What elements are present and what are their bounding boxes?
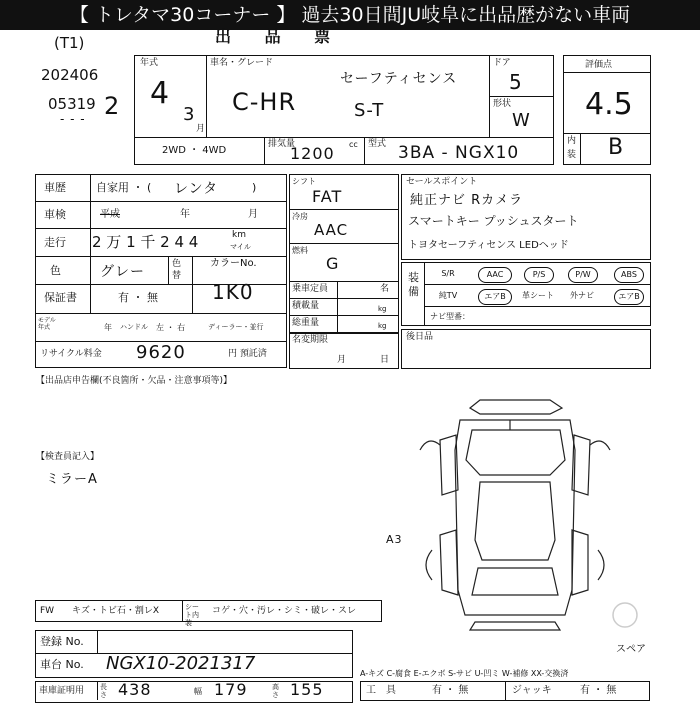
history-close: ) [252, 181, 257, 194]
shift-value: FAT [312, 187, 343, 206]
dealer-label: ディーラー・並行 [208, 323, 264, 331]
sales-line-3: トヨタセーフティセンス LEDヘッド [408, 240, 569, 251]
cert-label: 車庫証明用 [39, 686, 85, 696]
capacity-label: 乗車定員 [292, 284, 329, 294]
capacity-unit: 名 [380, 284, 390, 294]
grade-value: 4.5 [585, 87, 633, 122]
spare-label: スペア [616, 644, 646, 655]
nav-model-label: ナビ型番： [430, 312, 470, 321]
type-label: 型式 [368, 139, 387, 149]
door-label: ドア [493, 58, 511, 68]
details-box [35, 174, 287, 368]
chassis-label: 車台 No. [40, 658, 84, 671]
equip-pw: P/W [568, 267, 598, 283]
ac-value: AAC [314, 221, 349, 239]
inspect-era: 平成 [100, 209, 120, 220]
inspect-year: 年 [180, 209, 190, 220]
model-year-unit: 年 [104, 323, 112, 332]
total-label: 総重量 [292, 318, 320, 328]
tag-lot: 05319 [48, 95, 96, 113]
equip-ps: P/S [524, 267, 554, 283]
equip-aac: AAC [478, 267, 512, 283]
color-no-label: カラーNo. [210, 258, 257, 269]
sales-line-1: 純正ナビ Rカメラ [410, 193, 524, 208]
sales-line-2: スマートキー プッシュスタート [408, 214, 579, 228]
width-value: 179 [214, 680, 248, 699]
recycle-unit: 円 預託済 [228, 349, 267, 359]
seat-label: シート内装 [185, 603, 199, 627]
post-items-box [401, 329, 651, 369]
form-title: 出 品 票 [215, 27, 345, 46]
type-value: 3BA - NGX10 [398, 143, 520, 163]
tag-t1: (T1) [54, 34, 85, 52]
jack-label: ジャッキ [512, 685, 552, 696]
post-items-label: 後日品 [406, 332, 434, 342]
car-damage-diagram [400, 390, 650, 640]
warranty-value: 有 ・ 無 [118, 291, 158, 304]
sales-point-label: セールスポイント [406, 177, 478, 187]
color-value: グレー [100, 264, 145, 280]
seat-items: コゲ・穴・汚レ・シミ・破レ・スレ [212, 606, 357, 616]
store-declaration-label: 【出品店申告欄(不良箇所・欠品・注意事項等)】 [36, 376, 233, 386]
mileage-unit-km: km [232, 230, 246, 240]
color-no-value: 1K0 [212, 280, 254, 304]
header-banner: 【 トレタマ30コーナー 】 過去30日間JU岐阜に出品歴がない車両 [0, 0, 700, 30]
tools-value: 有 ・ 無 [432, 685, 469, 696]
equip-sr: S/R [441, 269, 455, 278]
equip-airbag-2: エアB [614, 289, 644, 305]
month-unit: 月 [196, 124, 206, 134]
length-value: 438 [118, 680, 152, 699]
ac-label: 冷房 [292, 212, 308, 221]
recycle-label: リサイクル料金 [40, 349, 102, 359]
equip-abs: ABS [614, 267, 644, 283]
drive-label: 2WD ・ 4WD [162, 145, 227, 156]
width-label: 幅 [194, 687, 202, 696]
inspector-value: ミラーA [46, 472, 98, 487]
inspect-month: 月 [248, 209, 258, 220]
fuel-label: 燃料 [292, 246, 308, 255]
shape-value: W [512, 110, 531, 131]
color-sub-2: 替 [172, 271, 182, 281]
year-value: 4 [150, 76, 171, 111]
model-year-label: モデル 年式 [38, 317, 56, 331]
load-unit: kg [378, 305, 387, 313]
year-label: 年式 [140, 58, 159, 68]
reg-deadline-month: 月 [337, 355, 347, 365]
length-label: 長さ [100, 683, 107, 699]
reg-deadline-day: 日 [380, 355, 390, 365]
shape-label: 形状 [493, 99, 512, 109]
handle-label: ハンドル [120, 323, 148, 331]
height-label: 高さ [272, 683, 279, 699]
reg-deadline-label: 名変期限 [292, 335, 329, 345]
equip-leather: 革シート [522, 291, 554, 300]
grade-label: 評価点 [585, 60, 613, 70]
equip-tv: 純TV [438, 291, 458, 300]
recycle-value: 9620 [136, 342, 186, 363]
jack-value: 有 ・ 無 [580, 685, 617, 696]
name-sub1: セーフティセンス [340, 71, 458, 87]
equip-airbag-1: エアB [478, 289, 512, 305]
damage-mark-a3: A3 [386, 533, 403, 546]
name-sub2: S-T [354, 100, 385, 121]
chassis-value: NGX10-2021317 [106, 653, 256, 674]
inspector-label: 【検査員記入】 [36, 452, 100, 462]
fuel-value: G [326, 254, 340, 273]
total-unit: kg [378, 322, 387, 330]
interior-value: B [608, 135, 625, 160]
damage-legend: A-キズ C-腐食 E-エクボ S-サビ U-凹ミ W-補修 XX-交換済 [360, 669, 569, 678]
height-value: 155 [290, 680, 324, 699]
mileage-unit-mile: マイル [230, 243, 251, 251]
color-sub-1: 色 [172, 259, 182, 269]
tag-date: 202406 [41, 66, 99, 84]
shift-label: シフト [292, 177, 316, 186]
color-label: 色 [50, 264, 61, 277]
disp-label: 排気量 [268, 139, 296, 149]
tools-label: 工 具 [366, 685, 396, 696]
fw-label: FW [40, 606, 55, 616]
disp-unit: cc [349, 140, 358, 149]
name-label: 車名・グレード [210, 58, 274, 68]
equipment-label: 装備 [408, 271, 419, 298]
disp-value: 1200 [290, 144, 335, 163]
lot-suffix: 2 [104, 92, 121, 120]
mileage-label: 走行 [44, 236, 66, 249]
load-label: 積載量 [292, 301, 320, 311]
mileage-value: 2 万 1 千 2 4 4 [92, 233, 199, 251]
name-value: C-HR [232, 88, 297, 116]
history-write: レンタ [174, 181, 219, 197]
fw-items: キズ・トビ石・割レX [72, 606, 159, 616]
tag-mark: - - - [60, 112, 86, 126]
month-value: 3 [183, 104, 196, 125]
door-value: 5 [509, 70, 523, 94]
interior-label-1: 内 [567, 136, 577, 146]
history-label: 車歴 [44, 181, 66, 194]
equip-ext-nav: 外ナビ [570, 291, 594, 300]
inspect-label: 車検 [44, 208, 66, 221]
handle-value: 左 ・ 右 [156, 323, 186, 332]
warranty-label: 保証書 [44, 291, 77, 304]
history-value: 自家用 ・ ( [96, 181, 152, 194]
interior-label-2: 装 [567, 150, 577, 160]
reg-no-label: 登録 No. [40, 635, 84, 648]
